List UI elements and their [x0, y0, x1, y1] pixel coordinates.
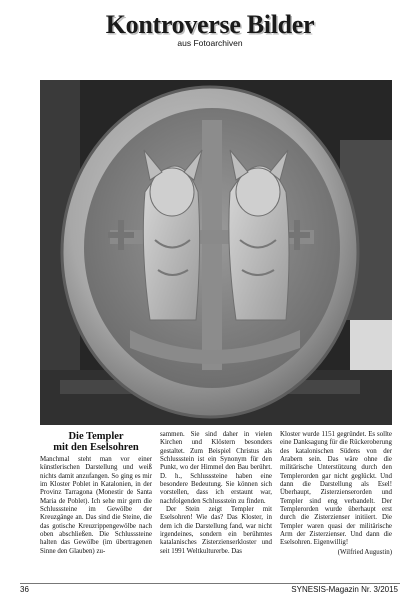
- left-figure: [143, 150, 202, 320]
- page-subtitle: aus Fotoarchiven: [177, 38, 243, 48]
- journal-issue: SYNESIS-Magazin Nr. 3/2015: [291, 585, 398, 594]
- page-title: Kontroverse Bilder: [105, 10, 315, 39]
- column-3: [280, 431, 392, 557]
- footer-divider: [20, 583, 400, 584]
- keystone-photo: [40, 80, 392, 425]
- paragraph: Der Stein zeigt Templer mit Eselsohren! Wie das? Das Kloster, in dem ich die Darstellung fand, war nicht irgendeines, sondern ein berühmtes katalanisches Zisterzienserkloster und seit 1991 Weltkulturerbe. Das: [160, 506, 272, 555]
- paragraph: sammen. Sie sind daher in vielen Kirchen und Klöstern besonders gestaltet. Zum Beispiel Christus als Schlussstein ist ein Synonym für den Punkt, wo der Himmel den Bau berührt. D. h., Schlusssteine haben eine besondere Bedeutung. Sie können sich vorstellen, dass ich erstaunt war, nachfolgenden Schlussstein zu finden.: [160, 431, 272, 505]
- page-header: [0, 10, 420, 48]
- paragraph: Manchmal steht man vor einer künstlerischen Darstellung und weiß nichts damit anzufangen. So ging es mir im Kloster Poblet in Katalonien, in der Provinz Tarragona (Monestir de Santa Maria de Poblet). Ich sehe mir gern die Schlusssteine im Gewölbe der Kreuzgänge an. Das sind die Steine, die das gotische Kreuzrippengewölbe nach oben abschließen. Die Schlusssteine halten das Gewölbe (im übertragenen Sinne den Glauben) zu-: [40, 456, 152, 555]
- author-credit: (Wilfried Augustin): [337, 548, 392, 556]
- article-body: [40, 431, 392, 581]
- paragraph: Kloster wurde 1151 gegründet. Es sollte eine Danksagung für die Rückeroberung des katalonischen Südens von der Arabern sein. Das wäre ohne die militärische Unterstützung durch den Templerorden gar nicht geglückt. Und dann die Darstellung als Esel! Überhaupt, Zisterzienserorden und Templer sind eng verbandelt. Der Templerorden wurde überhaupt erst durch die Zisterzienser initiiert. Die Templer waren quasi der militärische Arm der Zisterzienser. Und dann die Eselsohren. Eigenwillig!: [280, 431, 392, 547]
- keystone-relief-illustration: [40, 80, 392, 425]
- right-figure: [229, 150, 289, 320]
- column-1: [40, 431, 152, 556]
- article-headline: Die Templer mit den Eselsohren: [53, 431, 139, 453]
- column-2: [160, 431, 272, 556]
- page-number: 36: [20, 585, 29, 594]
